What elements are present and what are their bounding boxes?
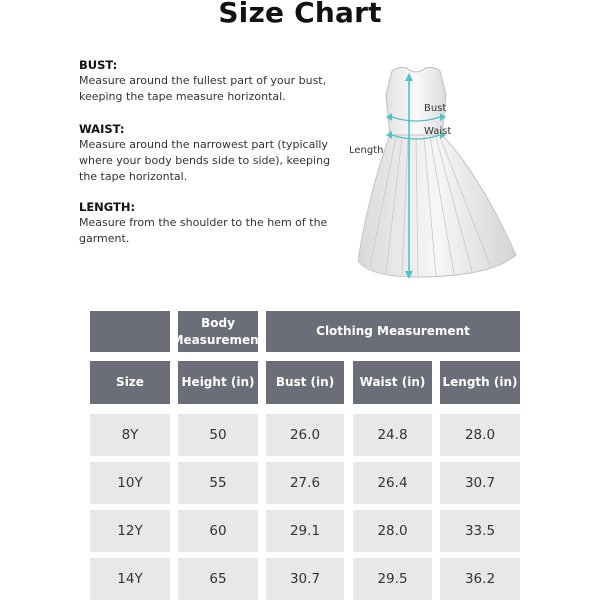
dress-diagram — [340, 55, 540, 290]
page-title: Size Chart — [218, 0, 382, 29]
waist-text: Measure around the narrowest part (typically where your body bends side to side), keeping the tape horizontal. — [79, 138, 331, 183]
table-cell-waist: 28.0 — [353, 510, 432, 552]
column-header-bust: Bust (in) — [266, 361, 344, 404]
waist-label: WAIST: — [79, 122, 125, 136]
table-cell-bust: 27.6 — [266, 462, 344, 504]
table-cell-bust: 29.1 — [266, 510, 344, 552]
length-instructions — [79, 200, 339, 247]
table-cell-size: 8Y — [90, 414, 170, 456]
body-measurement-header: Body Measurement — [178, 311, 258, 352]
length-diagram-label: Length — [349, 145, 384, 156]
table-cell-height: 60 — [178, 510, 258, 552]
table-cell-length: 28.0 — [440, 414, 520, 456]
table-cell-length: 30.7 — [440, 462, 520, 504]
table-cell-height: 50 — [178, 414, 258, 456]
waist-diagram-label: Waist — [424, 126, 452, 137]
column-header-length: Length (in) — [440, 361, 520, 404]
column-header-waist: Waist (in) — [353, 361, 432, 404]
bust-instructions — [79, 58, 339, 105]
bust-text: Measure around the fullest part of your bust, keeping the tape measure horizontal. — [79, 74, 327, 103]
dress-illustration — [340, 55, 540, 290]
waist-instructions — [79, 122, 339, 185]
length-label: LENGTH: — [79, 200, 136, 214]
bust-label: BUST: — [79, 58, 118, 72]
table-cell-waist: 24.8 — [353, 414, 432, 456]
table-cell-height: 65 — [178, 558, 258, 600]
length-text: Measure from the shoulder to the hem of the garment. — [79, 216, 328, 245]
column-header-size: Size — [90, 361, 170, 404]
table-cell-length: 33.5 — [440, 510, 520, 552]
table-cell-size: 14Y — [90, 558, 170, 600]
table-cell-length: 36.2 — [440, 558, 520, 600]
table-cell-bust: 30.7 — [266, 558, 344, 600]
table-cell-size: 10Y — [90, 462, 170, 504]
column-header-height: Height (in) — [178, 361, 258, 404]
clothing-measurement-header: Clothing Measurement — [266, 311, 520, 352]
table-cell-height: 55 — [178, 462, 258, 504]
table-cell-waist: 26.4 — [353, 462, 432, 504]
table-cell-waist: 29.5 — [353, 558, 432, 600]
table-corner-header — [90, 311, 170, 352]
table-cell-bust: 26.0 — [266, 414, 344, 456]
table-cell-size: 12Y — [90, 510, 170, 552]
bust-diagram-label: Bust — [424, 103, 447, 114]
